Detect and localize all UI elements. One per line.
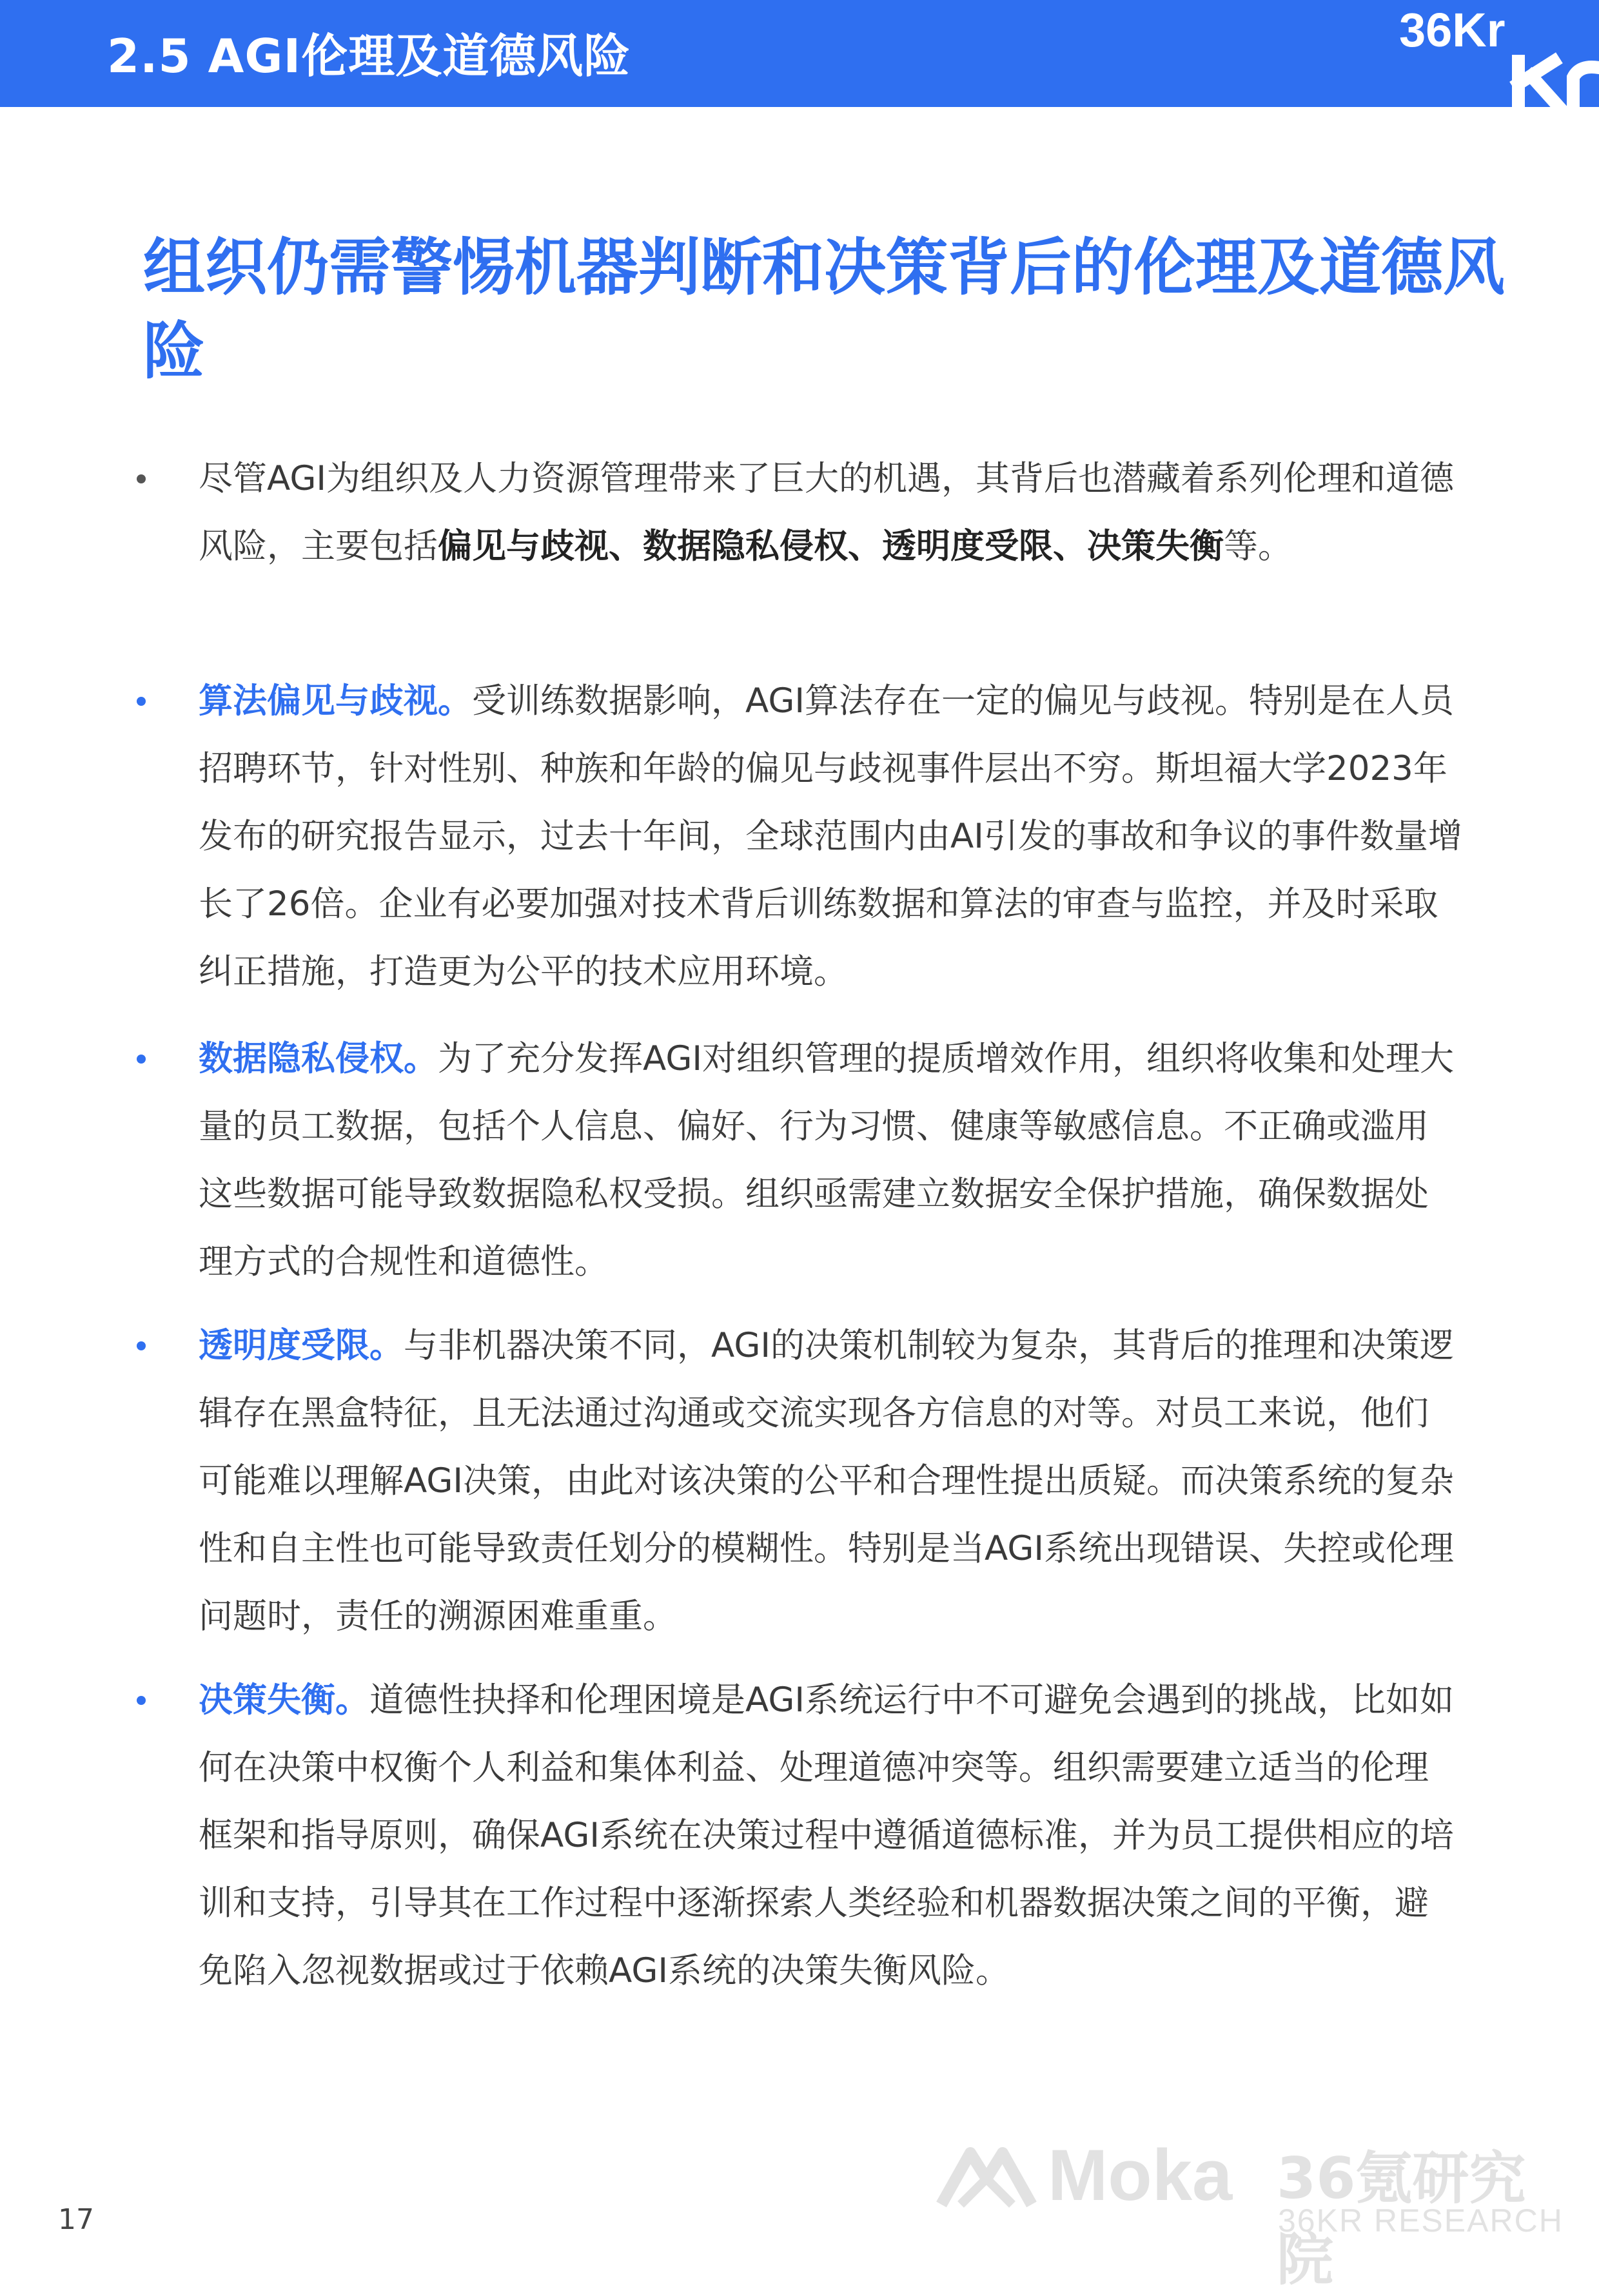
bias-text: 受训练数据影响，AGI算法存在一定的偏见与歧视。特别是在人员招聘环节，针对性别、种族和年龄的偏见与歧视事件层出不穷。斯坦福大学2023年发布的研究报告显示，过去十年间，全球范围内由AI引发的事故和争议的事件数量增长了26倍。企业有必要加强对技术背后训练数据和算法的审查与监控，并及时采取纠正措施，打造更为公平的技术应用环境。: [199, 681, 1462, 991]
header-bar: [0, 0, 1599, 107]
intro-text: 尽管AGI为组织及人力资源管理带来了巨大的机遇，其背后也潜藏着系列伦理和道德风险，主要包括: [199, 459, 1455, 566]
imbalance-paragraph: [199, 1666, 1462, 2005]
intro-risks: 偏见与歧视、数据隐私侵权、透明度受限、决策失衡: [438, 527, 1224, 566]
36kr-logo-text: 36Kr: [1399, 3, 1506, 57]
bullet-dot: [137, 1696, 146, 1705]
transparency-paragraph: [199, 1312, 1462, 1650]
36kr-logo: [1386, 0, 1599, 107]
bullet-dot: [137, 474, 146, 483]
bullet-dot: [137, 697, 146, 706]
bullet-dot: [137, 1341, 146, 1350]
page-heading: 组织仍需警惕机器判断和决策背后的伦理及道德风险: [143, 231, 1505, 387]
privacy-heading: 数据隐私侵权。: [199, 1039, 438, 1078]
bias-paragraph: [199, 667, 1462, 1006]
research-en: 36KR RESEARCH: [1278, 2203, 1564, 2239]
research-cn: 36氪研究院: [1277, 2145, 1526, 2293]
moka-brand: Moka: [1048, 2135, 1233, 2215]
privacy-paragraph: [199, 1025, 1462, 1296]
imbalance-heading: 决策失衡。: [199, 1680, 369, 1720]
imbalance-text: 道德性抉择和伦理困境是AGI系统运行中不可避免会遇到的挑战，比如如何在决策中权衡个人利益和集体利益、处理道德冲突等。组织需要建立适当的伦理框架和指导原则，确保AGI系统在决策过程中遵循道德标准，并为员工提供相应的培训和支持，引导其在工作过程中逐渐探索人类经验和机器数据决策之间的平衡，避免陷入忽视数据或过于依赖AGI系统的决策失衡风险。: [199, 1680, 1455, 1990]
privacy-text: 为了充分发挥AGI对组织管理的提质增效作用，组织将收集和处理大量的员工数据，包括个人信息、偏好、行为习惯、健康等敏感信息。不正确或滥用这些数据可能导致数据隐私权受损。组织亟需建立数据安全保护措施，确保数据处理方式的合规性和道德性。: [199, 1039, 1455, 1281]
moka-logo-icon: [935, 2140, 1038, 2211]
intro-paragraph: [199, 445, 1462, 580]
transparency-heading: 透明度受限。: [199, 1326, 404, 1365]
bias-heading: 算法偏见与歧视。: [199, 681, 472, 721]
section-title: 2.5 AGI伦理及道德风险: [107, 29, 631, 83]
bullet-dot: [137, 1055, 146, 1064]
transparency-text: 与非机器决策不同，AGI的决策机制较为复杂，其背后的推理和决策逻辑存在黑盒特征，且无法通过沟通或交流实现各方信息的对等。对员工来说，他们可能难以理解AGI决策，由此对该决策的公平和合理性提出质疑。而决策系统的复杂性和自主性也可能导致责任划分的模糊性。特别是当AGI系统出现错误、失控或伦理问题时，责任的溯源困难重重。: [199, 1326, 1455, 1636]
watermark: [935, 2121, 1567, 2293]
page-number: 17: [58, 2203, 94, 2236]
intro-end: 等。: [1224, 527, 1292, 566]
